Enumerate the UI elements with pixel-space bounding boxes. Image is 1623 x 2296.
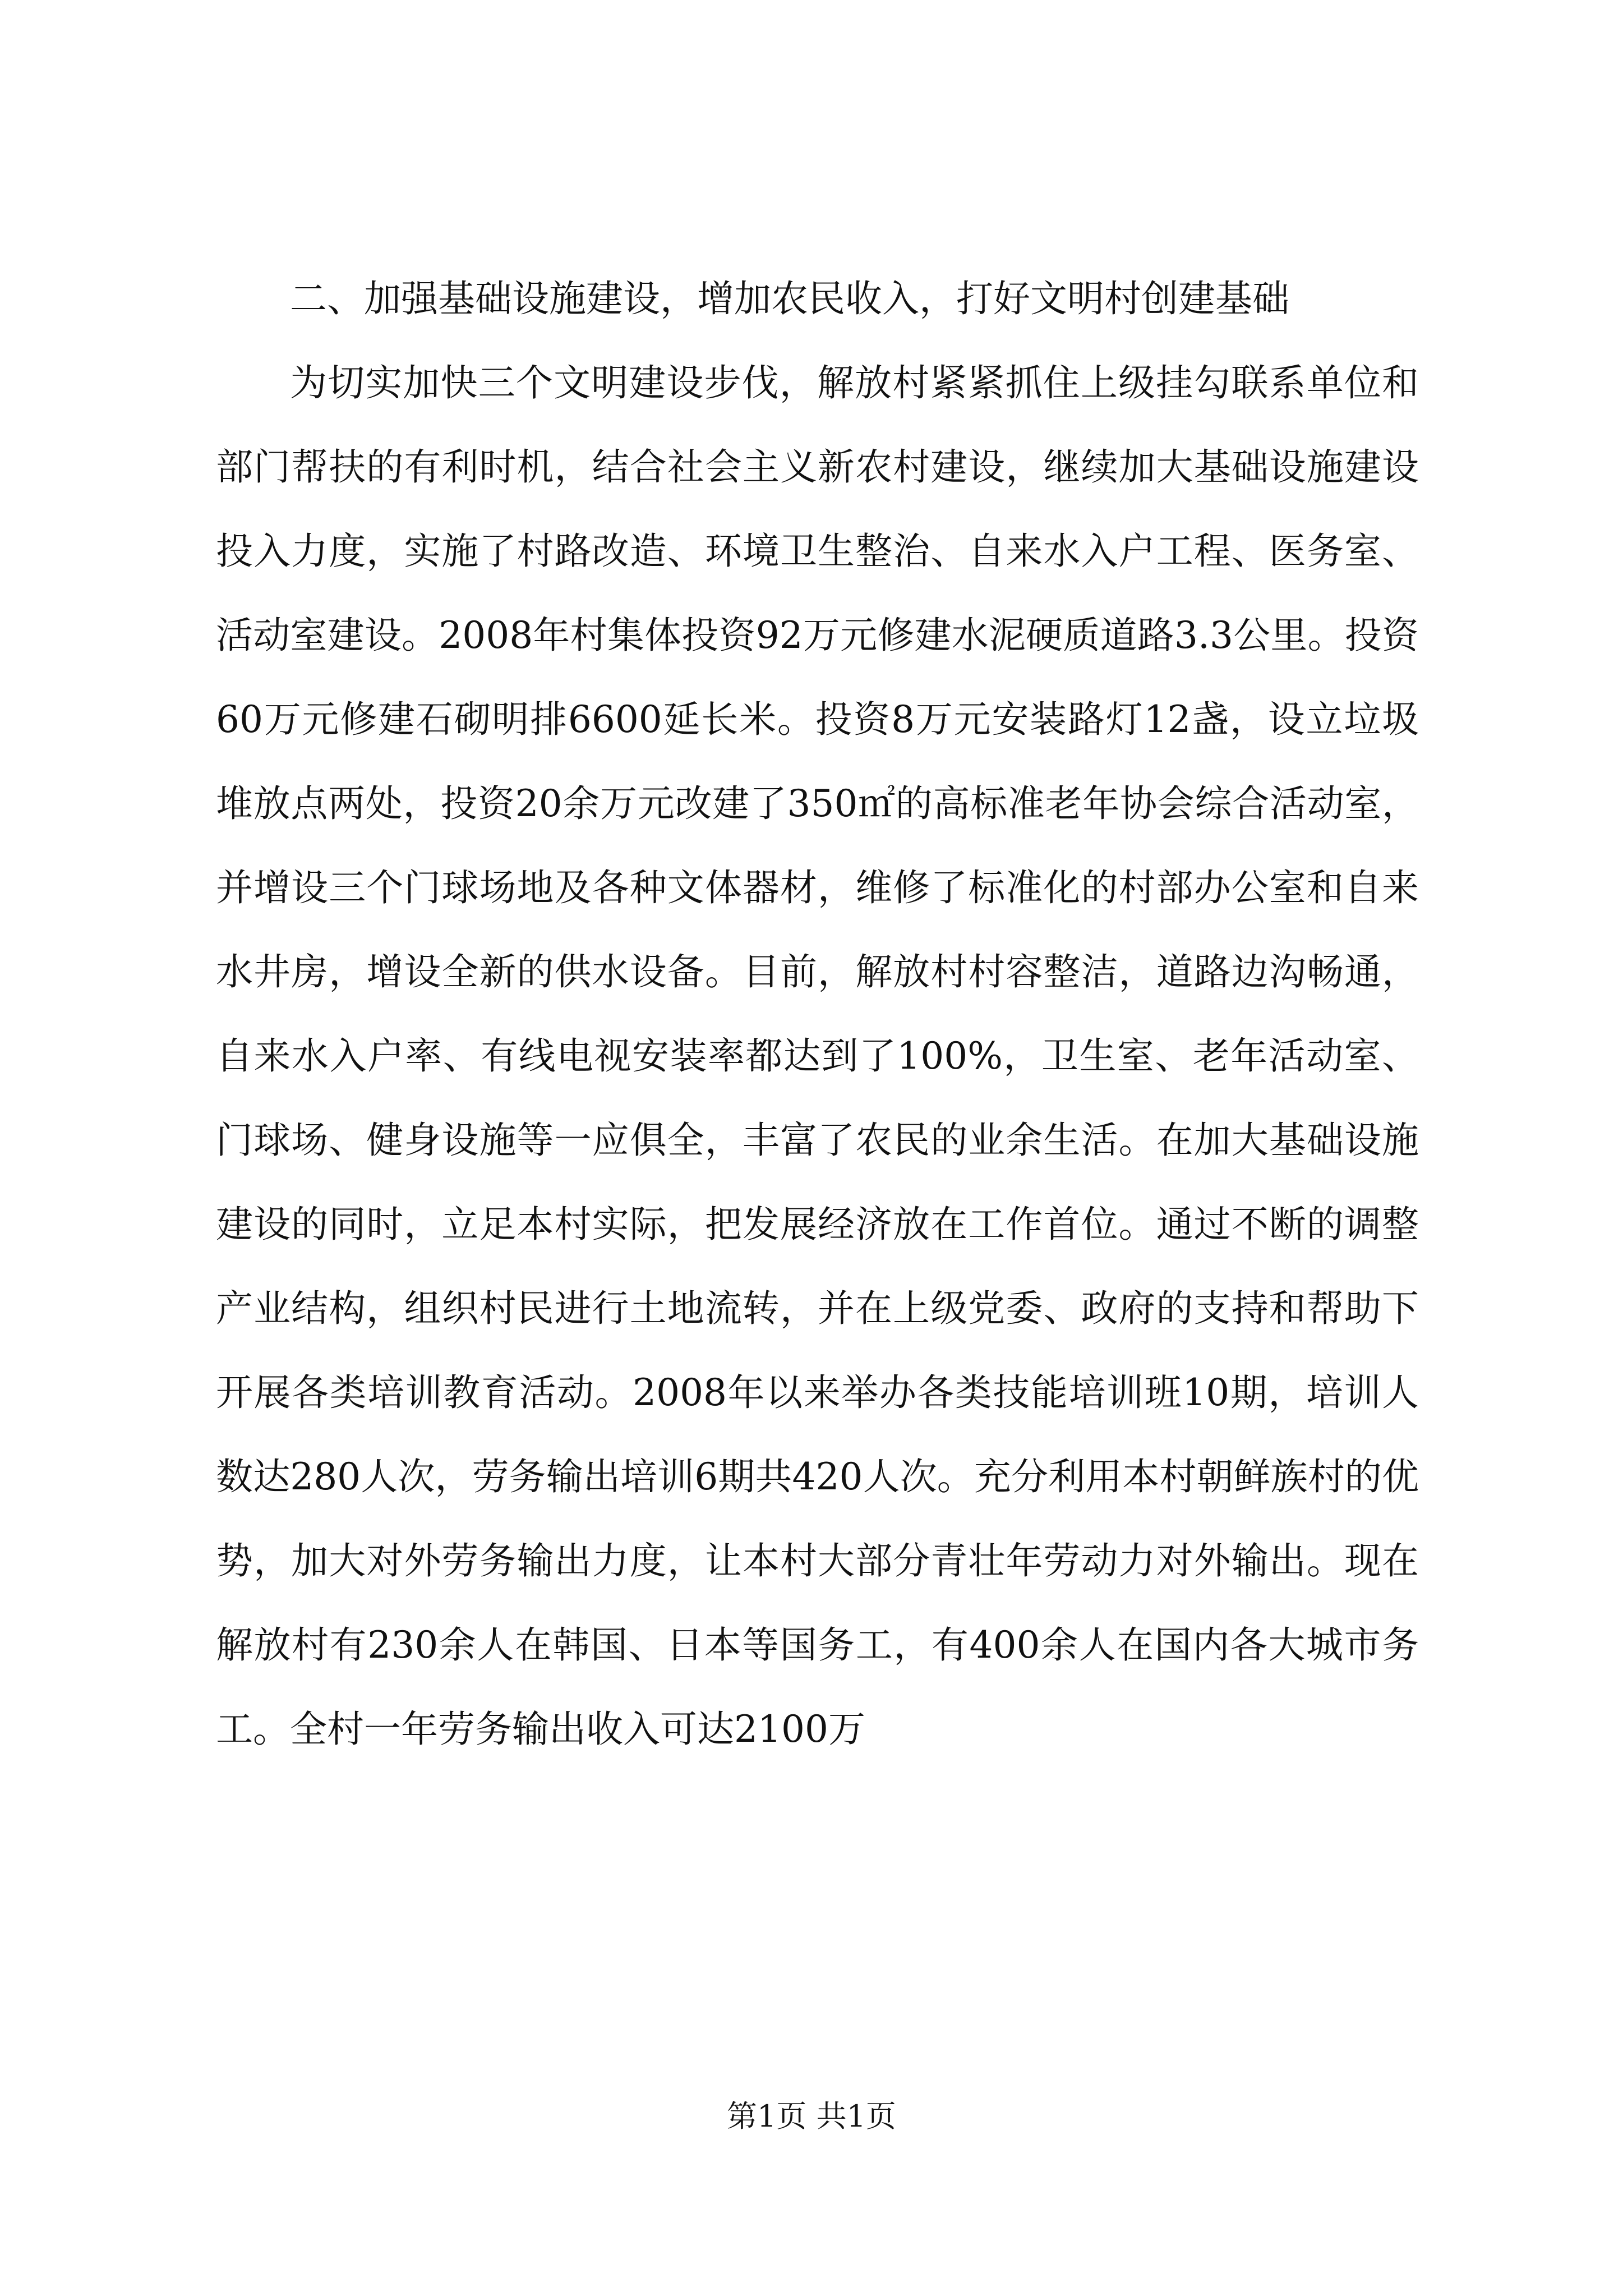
section-heading: 二、加强基础设施建设，增加农民收入，打好文明村创建基础 [290,277,1289,320]
body-paragraph: 为切实加快三个文明建设步伐，解放村紧紧抓住上级挂勾联系单位和部门帮扶的有利时机，结合社会主义新农村建设，继续加大基础设施建设投入力度，实施了村路改造、环境卫生整治、自来水入户工程、医务室、活动室建设。2008年村集体投资92万元修建水泥硬质道路3.3公里。投资60万元修建石砌明排6600延长米。投资8万元安装路灯12盏，设立垃圾堆放点两处，投资20余万元改建了350㎡的高标准老年协会综合活动室，并增设三个门球场地及各种文体器材，维修了标准化的村部办公室和自来水井房，增设全新的供水设备。目前，解放村村容整洁，道路边沟畅通，自来水入户率、有线电视安装率都达到了100%，卫生室、老年活动室、门球场、健身设施等一应俱全，丰富了农民的业余生活。在加大基础设施建设的同时，立足本村实际，把发展经济放在工作首位。通过不断的调整产业结构，组织村民进行土地流转，并在上级党委、政府的支持和帮助下开展各类培训教育活动。2008年以来举办各类技能培训班10期，培训人数达280人次，劳务输出培训6期共420人次。充分利用本村朝鲜族村的优势，加大对外劳务输出力度，让本村大部分青壮年劳动力对外输出。现在解放村有230余人在韩国、日本等国务工，有400余人在国内各大城市务工。全村一年劳务输出收入可达2100万 [216,361,1419,1751]
document-body [216,257,1419,1772]
page-footer: 第1页 共1页 [727,2099,896,2134]
